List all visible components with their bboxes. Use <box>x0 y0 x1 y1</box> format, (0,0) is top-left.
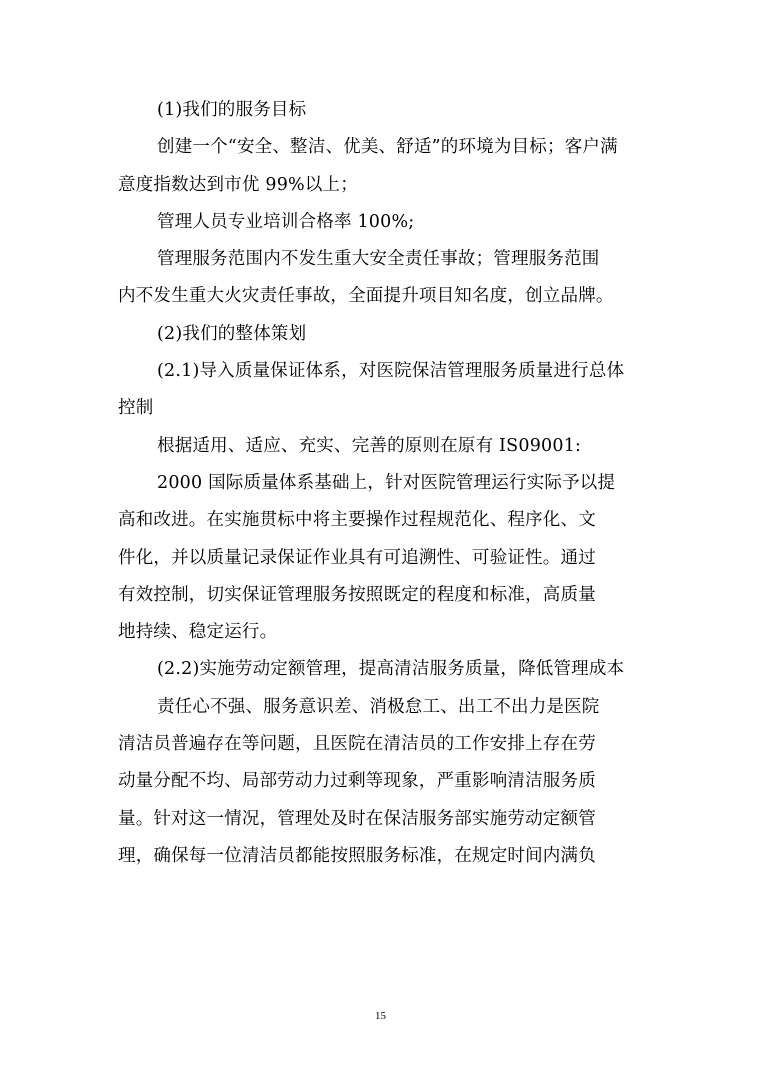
subsection-heading-labor-quota: (2.2)实施劳动定额管理，提高清洁服务质量，降低管理成本 <box>157 659 625 680</box>
paragraph-line: 责任心不强、服务意识差、消极怠工、出工不出力是医院 <box>157 696 600 717</box>
paragraph-line: 有效控制，切实保证管理服务按照既定的程度和标准，高质量 <box>118 584 596 605</box>
paragraph-line: 管理服务范围内不发生重大安全责任事故；管理服务范围 <box>157 249 600 270</box>
paragraph-line: 理，确保每一位清洁员都能按照服务标准，在规定时间内满负 <box>118 845 596 866</box>
paragraph-line: 量。针对这一情况，管理处及时在保洁服务部实施劳动定额管 <box>118 808 596 829</box>
paragraph-line: 地持续、稳定运行。 <box>118 622 278 643</box>
paragraph-line: 根据适用、适应、充实、完善的原则在原有 IS09001: <box>157 435 582 456</box>
section-heading-overall-plan: (2)我们的整体策划 <box>157 323 307 344</box>
paragraph-line: 件化，并以质量记录保证作业具有可追溯性、可验证性。通过 <box>118 547 596 568</box>
paragraph-line: 控制 <box>118 398 154 419</box>
paragraph-line: 管理人员专业培训合格率 100%; <box>157 211 415 232</box>
body-text <box>118 92 643 875</box>
paragraph-line: 内不发生重大火灾责任事故，全面提升项目知名度，创立品牌。 <box>118 286 614 307</box>
paragraph-line: 意度指数达到市优 99%以上； <box>118 174 358 195</box>
paragraph-line: 创建一个“安全、整洁、优美、舒适”的环境为目标；客户满 <box>157 137 618 158</box>
section-heading-service-goals: (1)我们的服务目标 <box>157 100 307 120</box>
paragraph-line: 清洁员普遍存在等问题，且医院在清洁员的工作安排上存在劳 <box>118 734 596 755</box>
paragraph-line: 2000 国际质量体系基础上，针对医院管理运行实际予以提 <box>157 472 616 493</box>
paragraph-line: 高和改进。在实施贯标中将主要操作过程规范化、程序化、文 <box>118 510 596 531</box>
subsection-heading-quality-system: (2.1)导入质量保证体系，对医院保洁管理服务质量进行总体 <box>157 361 625 382</box>
paragraph-line: 动量分配不均、局部劳动力过剩等现象，严重影响清洁服务质 <box>118 771 596 792</box>
page-number: 15 <box>375 1010 386 1022</box>
